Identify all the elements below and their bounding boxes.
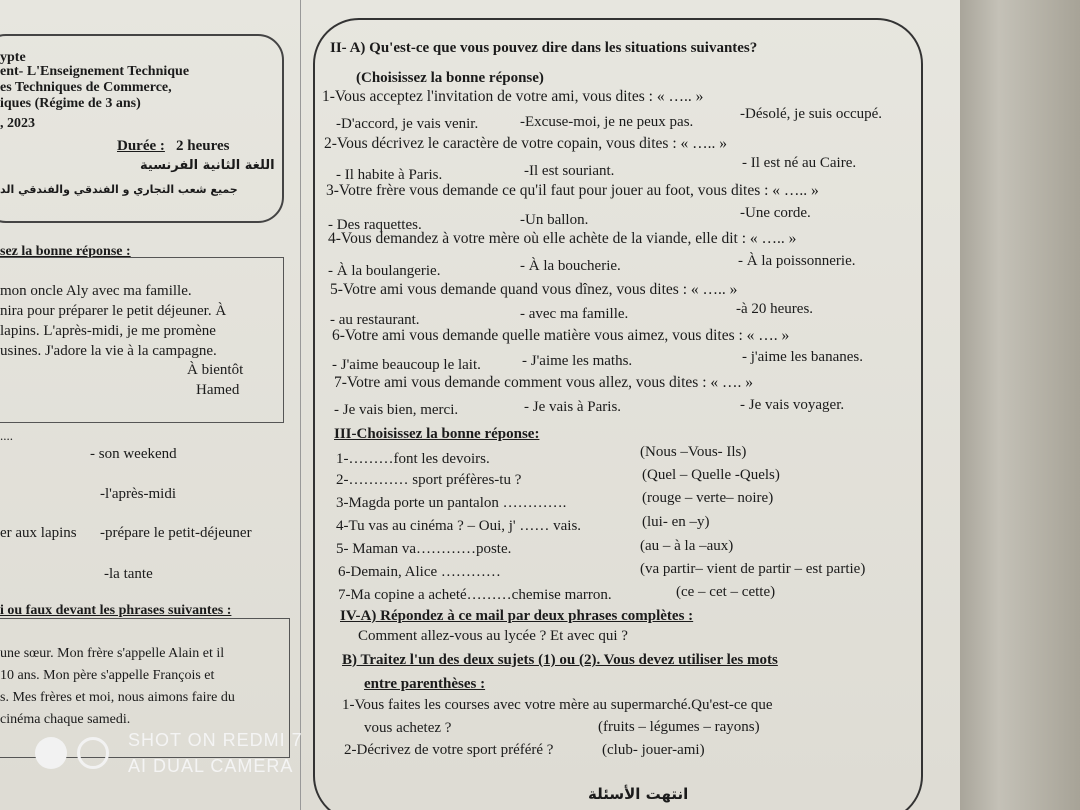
letter-line: mon oncle Aly avec ma famille. <box>0 283 192 299</box>
fill-options: (au – à la –aux) <box>640 538 734 554</box>
fill-question: 1-………font les devoirs. <box>336 451 490 467</box>
answer-option: - Il est né au Caire. <box>742 155 857 171</box>
fill-options: (ce – cet – cette) <box>676 584 776 600</box>
duree-label: Durée : <box>117 138 165 154</box>
signature: Hamed <box>196 382 240 398</box>
question: 1-Vous acceptez l'invitation de votre ami, vous dites : « ….. » <box>322 88 704 105</box>
watermark-line2: AI DUAL CAMERA <box>128 756 294 776</box>
answer-option: - Je vais bien, merci. <box>334 402 459 418</box>
answer-option: - Je vais voyager. <box>740 397 845 413</box>
left-column <box>0 0 300 810</box>
option-text: -la tante <box>104 566 153 582</box>
camera-dot-icon <box>35 737 67 769</box>
fill-options: (Quel – Quelle -Quels) <box>642 467 780 483</box>
subject-1: 1-Vous faites les courses avec votre mère au supermarché.Qu'est-ce que <box>342 697 773 713</box>
fill-options: (lui- en –y) <box>642 514 710 530</box>
section4a-text: Comment allez-vous au lycée ? Et avec qui ? <box>358 628 628 644</box>
answer-option: - À la poissonnerie. <box>738 253 856 269</box>
answer-option: - À la boulangerie. <box>328 263 441 279</box>
answer-option: -Un ballon. <box>520 212 589 228</box>
camera-ring-icon <box>77 737 109 769</box>
option-text: er aux lapins <box>0 525 77 541</box>
answer-option: -D'accord, je vais venir. <box>336 116 479 132</box>
watermark-line1: SHOT ON REDMI 7 <box>128 730 303 750</box>
answer-option: - Je vais à Paris. <box>524 399 622 415</box>
header-line: es Techniques de Commerce, <box>0 80 172 95</box>
question: 4-Vous demandez à votre mère où elle achète de la viande, elle dit : « ….. » <box>328 230 797 247</box>
fill-options: (Nous –Vous- Ils) <box>640 444 747 460</box>
header-line: ypte <box>0 50 26 65</box>
fill-question: 5- Maman va…………poste. <box>336 541 512 557</box>
answer-option: -Excuse-moi, je ne peux pas. <box>520 114 694 130</box>
fill-question: 3-Magda porte un pantalon …………. <box>336 495 567 511</box>
end-of-questions: انتهت الأسئلة <box>588 785 689 803</box>
letter-box <box>0 257 284 423</box>
answer-option: - J'aime les maths. <box>522 353 633 369</box>
arabic-subject: اللغة الثانية الفرنسية <box>140 158 275 173</box>
fill-question: 6-Demain, Alice ………… <box>338 564 501 580</box>
header-line: iques (Régime de 3 ans) <box>0 96 141 111</box>
answer-option: -Désolé, je suis occupé. <box>740 106 883 122</box>
answer-option: - Il habite à Paris. <box>336 167 443 183</box>
letter-line: nira pour préparer le petit déjeuner. À <box>0 303 227 319</box>
answer-option: - À la boucherie. <box>520 258 621 274</box>
section2-title: II- A) Qu'est-ce que vous pouvez dire dans les situations suivantes? <box>330 40 758 56</box>
header-line: ent- L'Enseignement Technique <box>0 64 190 79</box>
section4a-title: IV-A) Répondez à ce mail par deux phrases complètes : <box>340 608 694 624</box>
option-text: -l'après-midi <box>100 486 177 502</box>
duree-value: 2 heures <box>176 138 230 154</box>
answer-option: - J'aime beaucoup le lait. <box>332 357 481 373</box>
question: 5-Votre ami vous demande quand vous dînez, vous dites : « ….. » <box>330 281 738 298</box>
subject-2-words: (club- jouer-ami) <box>602 742 705 758</box>
option-text: -prépare le petit-déjeuner <box>100 525 252 541</box>
question: 2-Vous décrivez le caractère de votre copain, vous dites : « ….. » <box>324 135 727 152</box>
question: 3-Votre frère vous demande ce qu'il faut pour jouer au foot, vous dites : « ….. » <box>326 182 819 199</box>
fill-question: 4-Tu vas au cinéma ? – Oui, j' …… vais. <box>336 518 582 534</box>
section3-title: i ou faux devant les phrases suivantes : <box>0 603 232 618</box>
letter-line: usines. J'adore la vie à la campagne. <box>0 343 217 359</box>
answer-option: - avec ma famille. <box>520 306 629 322</box>
subject-1-cont: vous achetez ? <box>364 720 452 736</box>
section4b-title: B) Traitez l'un des deux sujets (1) ou (2). Vous devez utiliser les mots <box>342 652 778 668</box>
answer-option: - Des raquettes. <box>328 217 422 233</box>
section4b-title-cont: entre parenthèses : <box>364 676 486 692</box>
section2-subtitle: (Choisissez la bonne réponse) <box>356 70 544 86</box>
background-notebook <box>945 0 1080 810</box>
dots: .... <box>0 428 13 443</box>
text-line: cinéma chaque samedi. <box>0 712 131 727</box>
option-text: - son weekend <box>90 446 177 462</box>
sign-off: À bientôt <box>187 362 244 378</box>
subject-2: 2-Décrivez de votre sport préféré ? <box>344 742 554 758</box>
fill-options: (rouge – verte– noire) <box>642 490 774 506</box>
section-title: sez la bonne réponse : <box>0 244 131 259</box>
fill-question: 7-Ma copine a acheté………chemise marron. <box>338 587 612 603</box>
subject-1-words: (fruits – légumes – rayons) <box>598 719 760 735</box>
column-divider <box>300 0 301 810</box>
header-line: , 2023 <box>0 116 35 131</box>
answer-option: - j'aime les bananes. <box>742 349 863 365</box>
fill-options: (va partir– vient de partir – est partie) <box>640 561 866 577</box>
answer-option: - au restaurant. <box>330 312 420 328</box>
text-line: s. Mes frères et moi, nous aimons faire du <box>0 690 235 705</box>
section3-title: III-Choisissez la bonne réponse: <box>334 426 540 442</box>
arabic-branches: جميع شعب التجاري و الفندقي والفندقي الد <box>0 183 238 196</box>
question: 7-Votre ami vous demande comment vous allez, vous dites : « …. » <box>334 374 753 391</box>
text-line: 10 ans. Mon père s'appelle François et <box>0 668 215 683</box>
answer-option: -Il est souriant. <box>524 163 615 179</box>
fill-question: 2-………… sport préfères-tu ? <box>336 472 522 488</box>
text-line: une sœur. Mon frère s'appelle Alain et il <box>0 646 225 661</box>
letter-line: lapins. L'après-midi, je me promène <box>0 323 216 339</box>
answer-option: -à 20 heures. <box>736 301 814 317</box>
answer-option: -Une corde. <box>740 205 811 221</box>
question: 6-Votre ami vous demande quelle matière vous aimez, vous dites : « …. » <box>332 327 790 344</box>
